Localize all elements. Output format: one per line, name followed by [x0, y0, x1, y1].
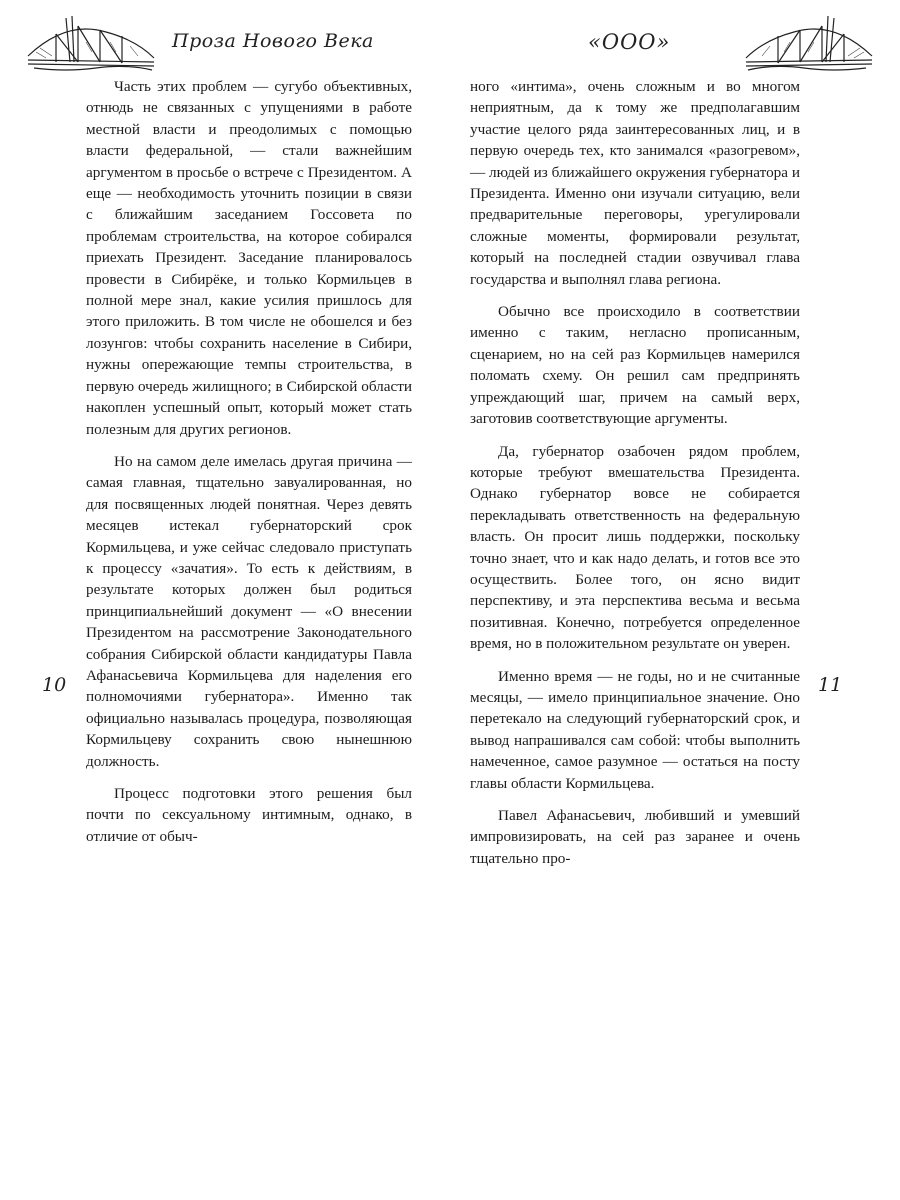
paragraph: Часть этих проблем — сугубо объективных, отнюдь не связанных с упущениями в работе местной власти и преодолимых с помощью власти федеральной, — стали важнейшим аргументом в просьбе о встрече с Президентом. А еще — необходимость уточнить позиции в связи с ближайшим заседанием Госсовета по проблемам строительства, на которое собирался приехать Президент. Заседание планировалось провести в Сибирёке, и только Кормильцев в полной мере знал, какие усилия пришлось для этого приложить. В том числе не обошелся и без лозунгов: чтобы сохранить население в Сибири, нужны опережающие темпы строительства, в первую очередь жилищного; в Сибирской области накоплен успешный опыт, который может стать полезным для других регионов. [86, 78, 412, 438]
page-number-right: 11 [818, 674, 843, 696]
paragraph: Обычно все происходило в соответствии именно с таким, негласно прописанным, сценарием, но на сей раз Кормильцев намерился поломать схему. Он решил сам предпринять упреждающий шаг, причем на самый верх, заготовив соответствующие аргументы. [470, 303, 800, 428]
running-header-book-series: Проза Нового Века [172, 30, 374, 52]
paragraph-continuation: ного «интима», очень сложным и во многом неприятным, да к тому же предполагавшим участие целого ряда заинтересованных лиц, и в первую очередь тех, кто занимался «разогревом», — людей из ближайшего окружения губернатора и Президента. Именно они изучали ситуацию, вели предварительные переговоры, урегулировали сложные моменты, формировали результат, который на последней стадии озвучивал глава государства и выполнял глава региона. [470, 78, 800, 288]
paragraph: Процесс подготовки этого решения был почти по сексуальному интимным, однако, в отличие от обыч- [86, 785, 412, 845]
paragraph: Но на самом деле имелась другая причина — самая главная, тщательно завуалированная, но для посвященных людей понятная. Через девять месяцев истекал губернаторский срок Кормильцева, и уже сейчас следовало приступать к процессу «зачатия». То есть к действиям, в результате которых должен был родиться принципиальнейший документ — «О внесении Президентом на рассмотрение Законодательного собрания Сибирской области кандидатуры Павла Афанасьевича Кормильцева для наделения его полномочиями губернатора». Именно так официально называлась процедура, позволяющая Кормильцеву сохранить свою нынешнюю должность. [86, 452, 412, 770]
left-page-text [86, 76, 412, 858]
running-header-book-title: «ООО» [588, 30, 671, 54]
right-page-text [470, 76, 800, 880]
bridge-sketch-icon [26, 12, 156, 74]
paragraph: Павел Афанасьевич, любивший и умевший импровизировать, на сей раз заранее и очень тщательно про- [470, 807, 800, 867]
bridge-sketch-icon [744, 12, 874, 74]
paragraph: Да, губернатор озабочен рядом проблем, которые требуют вмешательства Президента. Однако губернатор вовсе не собирается перекладывать ответственность на федеральную власть. Он просит лишь поддержки, поскольку точно знает, что и как надо делать, и готов все это осуществить. Более того, он ясно видит перспективу, и эта перспектива весьма и весьма позитивная. Конечно, потребуется определенное время, но в положительном результате он уверен. [470, 442, 800, 653]
page-number-left: 10 [42, 674, 67, 696]
paragraph: Именно время — не годы, но и не считанные месяцы, — имело принципиальное значение. Оно перетекало на следующий губернаторский срок, и вывод напрашивался сам собой: чтобы выполнить намеченное, самое разумное — остаться на посту главы области Кормильцева. [470, 667, 800, 792]
